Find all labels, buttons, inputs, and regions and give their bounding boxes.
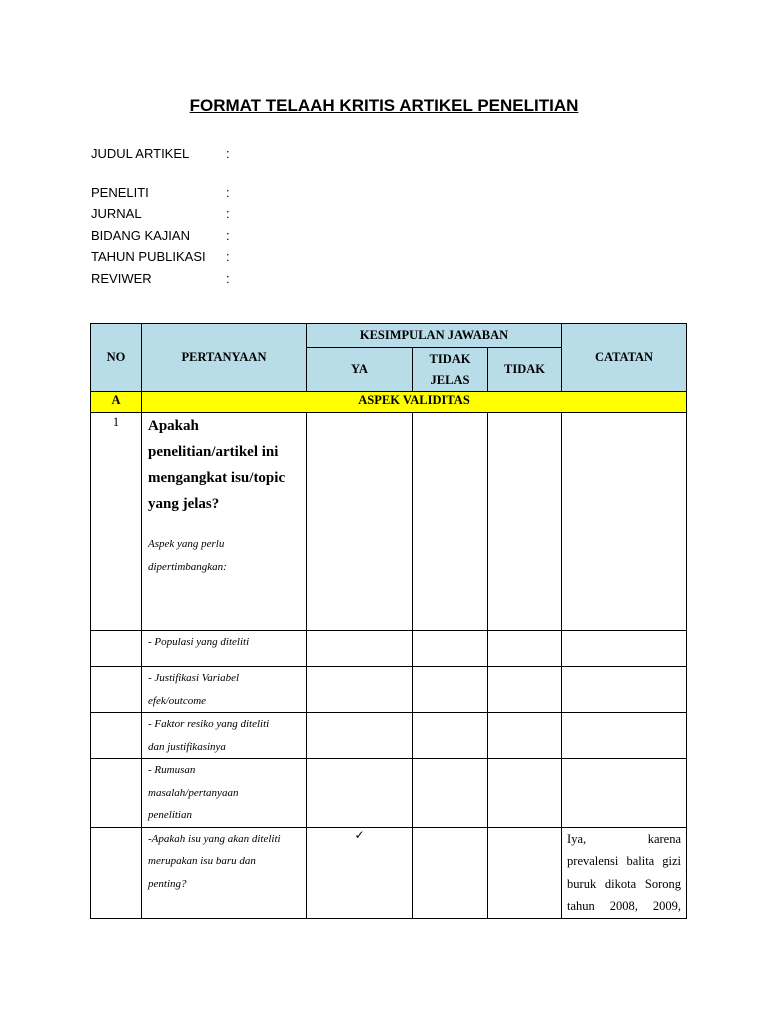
question-text: [142, 413, 306, 517]
catatan-cell[interactable]: [562, 413, 687, 631]
header-tidak-jelas-line2: JELAS: [430, 372, 470, 387]
question-cell: [142, 413, 307, 631]
header-pertanyaan: PERTANYAAN: [142, 324, 307, 392]
subquestion-line: dan justifikasinya: [148, 740, 226, 753]
aspek-note-line: dipertimbangkan:: [148, 560, 227, 573]
row-number: 1: [91, 413, 142, 631]
header-kesimpulan-jawaban: KESIMPULAN JAWABAN: [307, 324, 562, 348]
answer-tidak-cell[interactable]: [488, 631, 562, 667]
catatan-line: Iya, karena: [567, 831, 682, 846]
answer-tidak-jelas-cell[interactable]: [413, 667, 488, 713]
answer-tidak-jelas-cell[interactable]: [413, 631, 488, 667]
meta-label-jurnal: JURNAL: [91, 206, 142, 221]
catatan-cell[interactable]: [562, 827, 687, 918]
subquestion-rumusan-masalah: [142, 759, 307, 828]
catatan-cell[interactable]: [562, 713, 687, 759]
answer-ya-cell[interactable]: [307, 827, 413, 918]
subquestion-line: - Faktor resiko yang diteliti: [148, 718, 270, 730]
header-no: NO: [91, 324, 142, 392]
subquestion-line: merupakan isu baru dan: [148, 855, 256, 867]
header-tidak-jelas: [413, 348, 488, 392]
meta-colon: :: [226, 146, 230, 161]
answer-tidak-cell[interactable]: [488, 759, 562, 828]
subquestion-line: penelitian: [148, 809, 192, 821]
meta-label-peneliti: PENELITI: [91, 185, 149, 200]
catatan-cell[interactable]: [562, 667, 687, 713]
checkmark-icon: ✓: [354, 827, 365, 842]
subquestion-line: masalah/pertanyaan: [148, 786, 239, 799]
answer-tidak-jelas-cell[interactable]: [413, 713, 488, 759]
subquestion-line: - Justifikasi Variabel: [148, 672, 240, 684]
answer-ya-cell[interactable]: [307, 413, 413, 631]
answer-ya-cell[interactable]: [307, 759, 413, 828]
header-tidak: TIDAK: [488, 348, 562, 392]
aspek-note-line: Aspek yang perlu: [148, 538, 225, 550]
header-tidak-jelas-line1: TIDAK: [429, 351, 471, 366]
answer-ya-cell[interactable]: [307, 667, 413, 713]
subquestion-justifikasi-variabel: [142, 667, 307, 713]
question-line: Apakah: [148, 418, 199, 434]
section-no: A: [91, 392, 142, 413]
header-ya: YA: [307, 348, 413, 392]
meta-colon: :: [226, 271, 230, 286]
meta-colon: :: [226, 185, 230, 200]
subquestion-populasi: [142, 631, 307, 667]
subquestion-line: -Apakah isu yang akan diteliti: [148, 832, 281, 845]
catatan-line: prevalensi balita gizi: [567, 854, 682, 868]
answer-tidak-jelas-cell[interactable]: [413, 413, 488, 631]
meta-colon: :: [226, 206, 230, 221]
subquestion-isu-baru: [142, 827, 307, 918]
subquestion-line: efek/outcome: [148, 694, 207, 707]
header-catatan: CATATAN: [562, 324, 687, 392]
answer-ya-cell[interactable]: [307, 631, 413, 667]
catatan-line: tahun 2008, 2009,: [567, 899, 682, 913]
question-line: mengangkat isu/topic: [148, 470, 286, 486]
meta-label-bidang-kajian: BIDANG KAJIAN: [91, 228, 190, 243]
catatan-line: buruk dikota Sorong: [567, 876, 682, 891]
subquestion-faktor-resiko: [142, 713, 307, 759]
aspek-note: [142, 533, 306, 578]
catatan-cell[interactable]: [562, 759, 687, 828]
answer-tidak-jelas-cell[interactable]: [413, 827, 488, 918]
subquestion-line: - Populasi yang diteliti: [148, 636, 250, 648]
question-line: yang jelas?: [148, 496, 220, 512]
answer-tidak-cell[interactable]: [488, 413, 562, 631]
meta-colon: :: [226, 249, 230, 264]
meta-colon: :: [226, 228, 230, 243]
subquestion-line: - Rumusan: [148, 764, 196, 776]
meta-label-judul-artikel: JUDUL ARTIKEL: [91, 146, 190, 161]
answer-ya-cell[interactable]: [307, 713, 413, 759]
subquestion-line: penting?: [148, 877, 187, 890]
answer-tidak-cell[interactable]: [488, 827, 562, 918]
meta-label-tahun-publikasi: TAHUN PUBLIKASI: [91, 249, 206, 264]
question-line: penelitian/artikel ini: [148, 444, 279, 460]
meta-label-reviwer: REVIWER: [91, 271, 152, 286]
section-label: ASPEK VALIDITAS: [142, 392, 687, 413]
page-title: FORMAT TELAAH KRITIS ARTIKEL PENELITIAN: [189, 96, 579, 115]
answer-tidak-cell[interactable]: [488, 667, 562, 713]
review-table: [90, 323, 687, 919]
answer-tidak-cell[interactable]: [488, 713, 562, 759]
answer-tidak-jelas-cell[interactable]: [413, 759, 488, 828]
catatan-cell[interactable]: [562, 631, 687, 667]
